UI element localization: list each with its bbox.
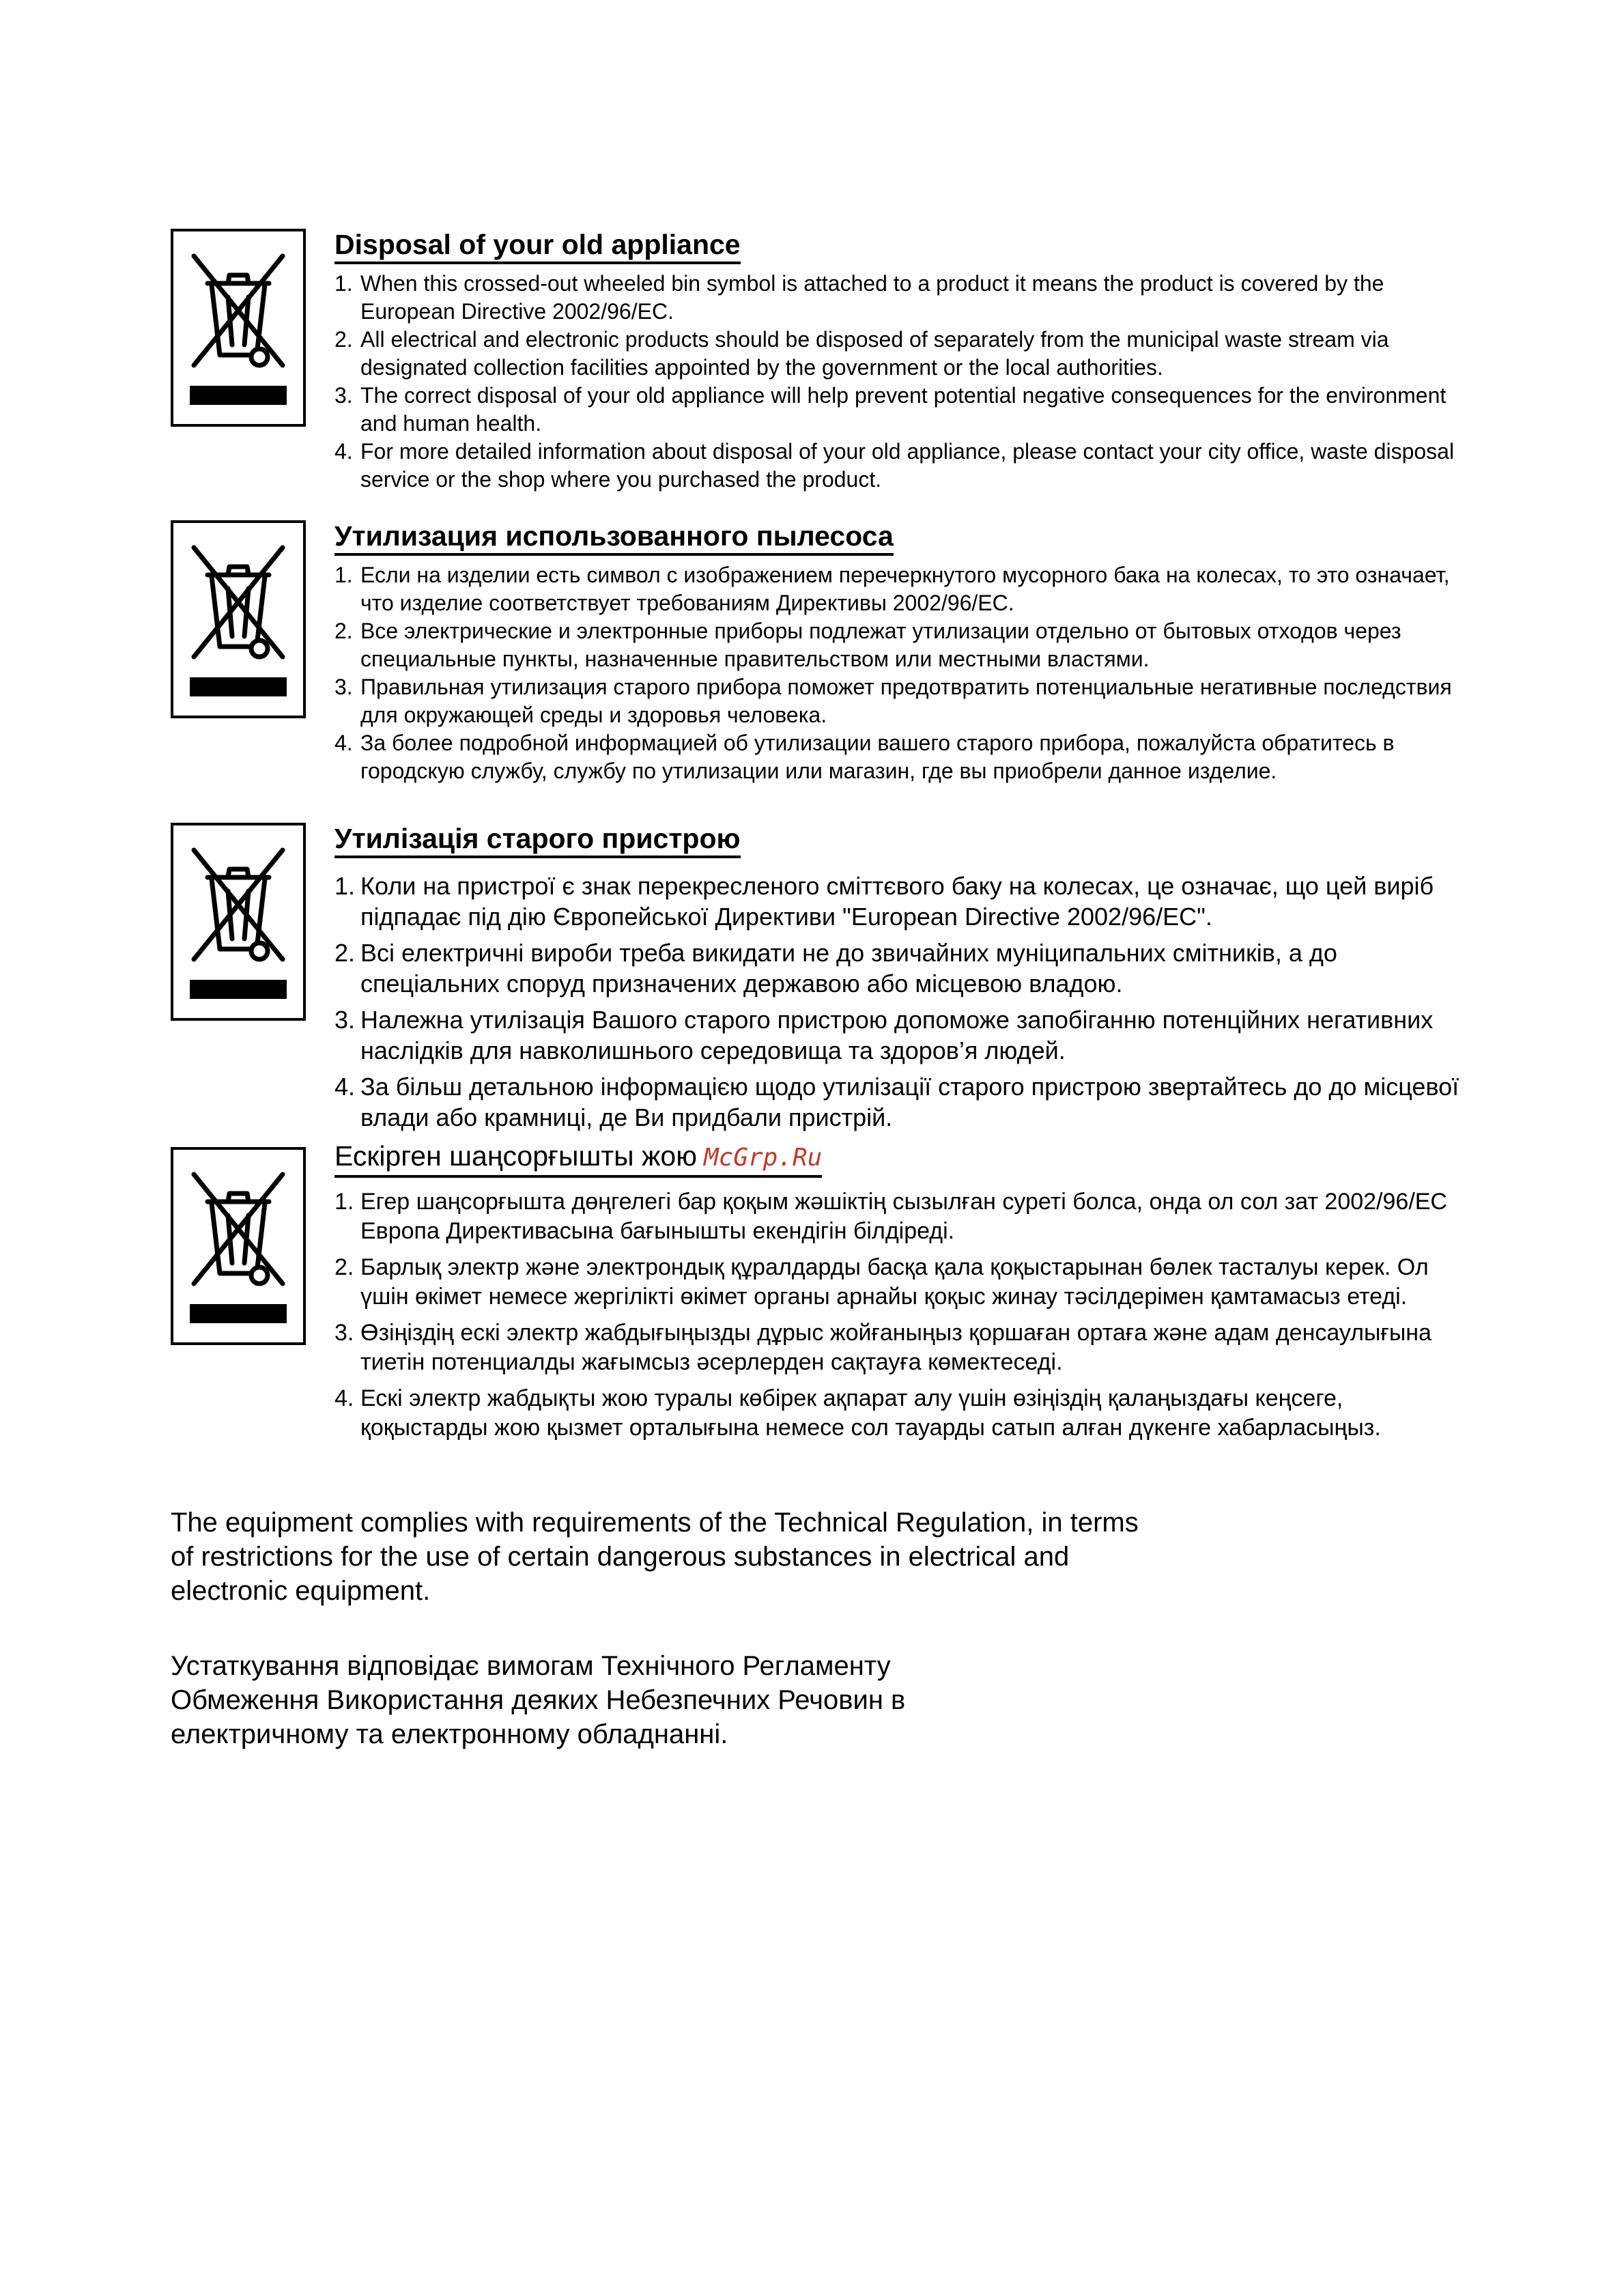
list-item: 2. All electrical and electronic products should be disposed of separately from the municipal waste stream via designated collection facilities appointed by the government or the local authorities. [334,327,1389,380]
watermark-text: McGrp.Ru [703,1144,823,1172]
list-item: 3. Належна утилізація Вашого старого пристрою допоможе запобіганню потенційних негативних наслідків для навколишнього середовища та здоров’я людей. [334,1006,1434,1064]
section-heading [334,1140,822,1178]
item-list [334,1187,1468,1443]
list-item: 1. When this crossed-out wheeled bin symbol is attached to a product it means the product is covered by the European Directive 2002/96/EC. [334,271,1384,324]
list-item: 2. Всі електричні вироби треба викидати не до звичайних муніципальних смітників, а до спеціальних споруд призначених державою або місцевою владою. [334,939,1337,998]
list-item: 4. Ескі электр жабдықты жою туралы көбірек ақпарат алу үшін өзіңіздің қалаңыздағы кеңсеге, қоқыстарды жою қызмет орталығына немесе сол тауарды сатып алған дүкенге хабарласыңыз. [334,1385,1381,1441]
section-heading: Утилізація старого пристрою [334,823,741,858]
section-body [334,823,1468,1138]
weee-symbol [171,229,306,427]
weee-bar [190,980,287,999]
weee-symbol [171,520,306,718]
compliance-uk [171,1649,1024,1751]
weee-bar [190,1304,287,1323]
compliance-en [171,1506,1140,1608]
weee-symbol [171,1147,306,1345]
list-item: 3. Өзіңіздің ескі электр жабдығыңызды дұрыс жойғаныңыз қоршаған ортаға және адам денсаулығына тиетін потенциалды жағымсыз әсерлерден сақтауға көмектеседі. [334,1320,1431,1375]
list-item: 1. Егер шаңсорғышта дөңгелегі бар қоқым жәшіктің сызылған суреті болса, онда ол сол зат 2002/96/ЕС Европа Директивасына бағынышты екендігін білдіреді. [334,1189,1447,1244]
list-item: 4. For more detailed information about disposal of your old appliance, please contact your city office, waste disposal service or the shop where you purchased the product. [334,439,1455,492]
crossed-bin-icon [180,836,296,973]
section-disposal-ru [171,520,1468,807]
crossed-bin-icon [180,1161,296,1297]
section-body [334,1140,1468,1450]
compliance-text: The equipment complies with requirements of the Technical Regulation, in terms of restrictions for the use of certain dangerous substances in electrical and electronic equipment. [171,1508,1139,1606]
item-list [334,270,1468,494]
list-item: 2. Все электрические и электронные приборы подлежат утилизации отдельно от бытовых отходов через специальные пункты, назначенные правительством или местными властями. [334,619,1401,671]
item-list [334,871,1468,1133]
compliance-text: Устаткування відповідає вимогам Технічного Регламенту Обмеження Використання деяких Небезпечних Речовин в електричному та електронному обладнанні. [171,1651,906,1749]
section-disposal-kz [171,1140,1468,1502]
section-body [334,229,1468,494]
weee-bar [190,677,287,696]
list-item: 3. Правильная утилизация старого прибора поможет предотвратить потенциальные негативные последствия для окружающей среды и здоровья человека. [334,675,1452,727]
weee-symbol [171,823,306,1021]
list-item: 4. За более подробной информацией об утилизации вашего старого прибора, пожалуйста обратитесь в городскую службу, службу по утилизации или магазин, где вы приобрели данное изделие. [334,731,1395,783]
crossed-bin-icon [180,534,296,670]
list-item: 1. Коли на пристрої є знак перекресленого сміттєвого баку на колесах, це означає, що цей виріб підпадає під дію Європейської Директиви "European Directive 2002/96/EC". [334,872,1434,931]
section-heading-text: Ескірген шаңсорғышты жою [334,1140,697,1172]
section-heading: Утилизация использованного пылесоса [334,520,894,556]
list-item: 3. The correct disposal of your old appliance will help prevent potential negative consequences for the environment and human health. [334,383,1447,436]
section-body [334,520,1468,785]
list-item: 2. Барлық электр және электрондық құралдарды басқа қала қоқыстарынан бөлек тасталуы керек. Ол үшін өкімет немесе жергілікті өкімет органы арнайы қоқыс жинау тәсілдерімен қамтамасыз етеді. [334,1254,1429,1310]
section-disposal-en [171,229,1468,502]
list-item: 4. За більш детальною інформацією щодо утилізації старого пристрою звертайтесь до до місцевої влади або крамниці, де Ви придбали пристрій. [334,1073,1459,1131]
weee-bar [190,386,287,405]
section-disposal-uk [171,823,1468,1130]
section-heading: Disposal of your old appliance [334,229,741,264]
item-list [334,561,1468,785]
crossed-bin-icon [180,242,296,379]
list-item: 1. Если на изделии есть символ с изображением перечеркнутого мусорного бака на колесах, то это означает, что изделие соответствует требованиям Директивы 2002/96/EC. [334,563,1450,615]
